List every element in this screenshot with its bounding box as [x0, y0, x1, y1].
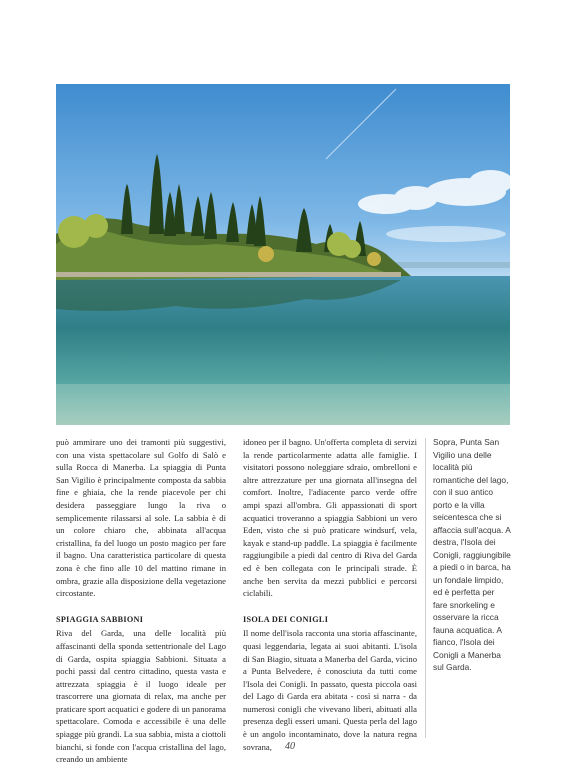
paragraph-spiaggia-sabbioni: Riva del Garda, una delle località più affascinanti della sponda settentrionale del Lago di Garda, ospita spiaggia Sabbioni. Situata a pochi passi dal centro cittadino, questa vasta e attrezzata spiaggia è il luogo ideale per trascorrere una giornata di relax, ma anche per praticare sport acquatici e godere di un panorama spettacolare. Comoda e accessibile è una delle spiagge più grandi. La sua sabbia, mista a ciottoli bianchi, si fonde con l'acqua cristallina del lago, creando un ambiente: [56, 628, 226, 765]
paragraph-sabbioni-continued: idoneo per il bagno. Un'offerta completa di servizi la rende particolarmente adatta alle famiglie. I visitatori possono noleggiare sdraio, ombrelloni e altre attrezzature per una giornata all'insegna del comfort. Inoltre, l'adiacente parco verde offre ampi spazi all'ombra. Gli appassionati di sport acquatici troveranno a spiaggia Sabbioni un vero Eden, visto che si può praticare windsurf, vela, kayak e stand-up paddle. La spiaggia è facilmente raggiungibile a piedi dal centro di Riva del Garda ed è ben collegata con le principali strade. È anche ben servita da mezzi pubblici e percorsi ciclabili.: [243, 437, 417, 599]
lake-photo: [56, 84, 510, 425]
photo-caption: [433, 436, 511, 674]
paragraph-isola-dei-conigli: Il nome dell'isola racconta una storia affascinante, quasi leggendaria, legata ai suoi abitanti. L'isola di San Biagio, situata a Manerba del Garda, vicino a Punta Belvedere, è conosciuta da tutti come l'Isola dei Conigli. In passato, questa piccola oasi del Lago di Garda era abitata - così si narra - da numerosi conigli che vivevano liberi, abituati alla presenza degli esseri umani. Questa perla del lago è un angolo incontaminato, dove la natura regna sovrana,: [243, 628, 417, 752]
column-divider: [425, 438, 426, 738]
lake-garda-illustration: [56, 84, 510, 425]
text-column-1: [56, 436, 226, 766]
paragraph-punta-san-vigilio: può ammirare uno dei tramonti più suggestivi, con una vista spettacolare sul Golfo di Salò e sulla Rocca di Manerba. La spiaggia di Punta San Vigilio è principalmente composta da sabbia fine e ghiaia, che la rende piacevole per chi desidera passeggiare lungo la riva o semplicemente rilassarsi al sole. La sabbia è di un colore chiaro che, abbinata all'acqua cristallina, fa del luogo un posto magico per fare il bagno. Una caratteristica particolare di questa zona è che fino alle 10 del mattino rimane in ombra, grazie alla disposizione della vegetazione circostante.: [56, 437, 226, 599]
caption-text: Sopra, Punta San Vigilio una delle località più romantiche del lago, con il suo antico porto e la villa seicentesca che si affaccia sull'acqua. A destra, l'Isola dei Conigli, raggiungibile a piedi o in barca, ha un fondale limpido, ed è perfetta per fare snorkeling e osservare la ricca fauna acquatica. A fianco, l'Isola dei Conigli a Manerba sul Garda.: [433, 437, 511, 672]
heading-spiaggia-sabbioni: SPIAGGIA SABBIONI: [56, 614, 144, 624]
page-number: 40: [285, 741, 295, 752]
heading-isola-dei-conigli: ISOLA DEI CONIGLI: [243, 614, 329, 624]
text-column-2: [243, 436, 417, 753]
